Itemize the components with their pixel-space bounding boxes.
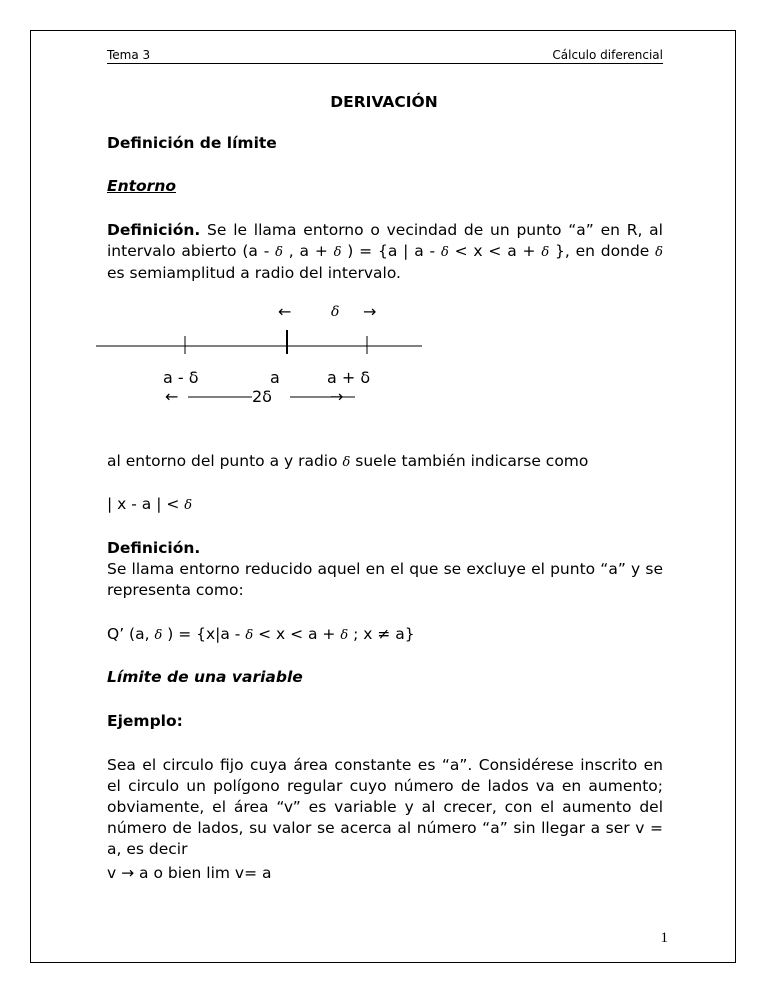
text: al entorno del punto a y radio [107,452,343,470]
entorno-notation-text [107,451,663,473]
limit-expression: v → a o bien lim v= a [107,864,272,882]
delta-symbol: δ [275,245,283,260]
absolute-value-expression [107,494,663,516]
text: ) = {x|a - [162,625,246,643]
header-right: Cálculo diferencial [552,48,663,62]
bottom-right-arrow: → [330,387,344,406]
definition-2-text: Se llama entorno reducido aquel en el que se excluye el punto “a” y se representa como: [107,560,663,599]
def-text: Se le llama entorno o vecindad de un punto “a” en R, al intervalo abierto (a - [107,221,663,260]
label-a: a [270,368,280,387]
text: ; x ≠ a} [348,625,415,643]
header-left: Tema 3 [107,48,151,62]
def-text: es semiamplitud a radio del intervalo. [107,264,401,282]
page-number: 1 [660,930,668,946]
bottom-left-arrow: ← [165,387,179,406]
delta-symbol: δ [333,245,342,260]
label-a-plus-delta: a + δ [327,368,371,387]
delta-symbol: δ [440,245,449,260]
top-delta: δ [331,304,340,320]
delta-symbol: δ [342,455,351,470]
top-right-arrow: → [363,302,377,321]
bottom-two-delta: 2δ [252,387,272,406]
ejemplo-label: Ejemplo: [107,712,183,730]
delta-symbol: δ [340,628,349,643]
text: suele también indicarse como [350,452,589,470]
def-text: , a + [282,242,334,260]
heading-limite-variable: Límite de una variable [107,668,303,686]
heading-entorno: Entorno [107,177,177,195]
def-text: < x < a + [448,242,542,260]
def-text: }, en donde [549,242,656,260]
label-a-minus-delta: a - δ [163,368,199,387]
text: < x < a + [253,625,341,643]
text: | x - a | < [107,495,185,513]
page-title: DERIVACIÓN [330,93,438,111]
def-text: ) = {a | a - [341,242,441,260]
section-heading-limite: Definición de límite [107,134,277,152]
delta-symbol: δ [184,498,193,513]
definition-2-label: Definición. [107,539,201,557]
reduced-neighborhood-expression [107,624,663,646]
delta-symbol: δ [245,628,254,643]
delta-symbol: δ [541,245,550,260]
definition-label: Definición. [107,221,201,239]
delta-symbol: δ [655,245,663,260]
top-left-arrow: ← [278,302,292,321]
delta-symbol: δ [154,628,163,643]
ejemplo-text: Sea el circulo fijo cuya área constante es “a”. Considérese inscrito en el circulo un polígono regular cuyo número de lados va en aumento; obviamente, el área “v” es variable y al crecer, con el aumento del número de lados, su valor se acerca al número “a” sin llegar a ser v = a, es decir [107,756,663,858]
text: Q’ (a, [107,625,155,643]
